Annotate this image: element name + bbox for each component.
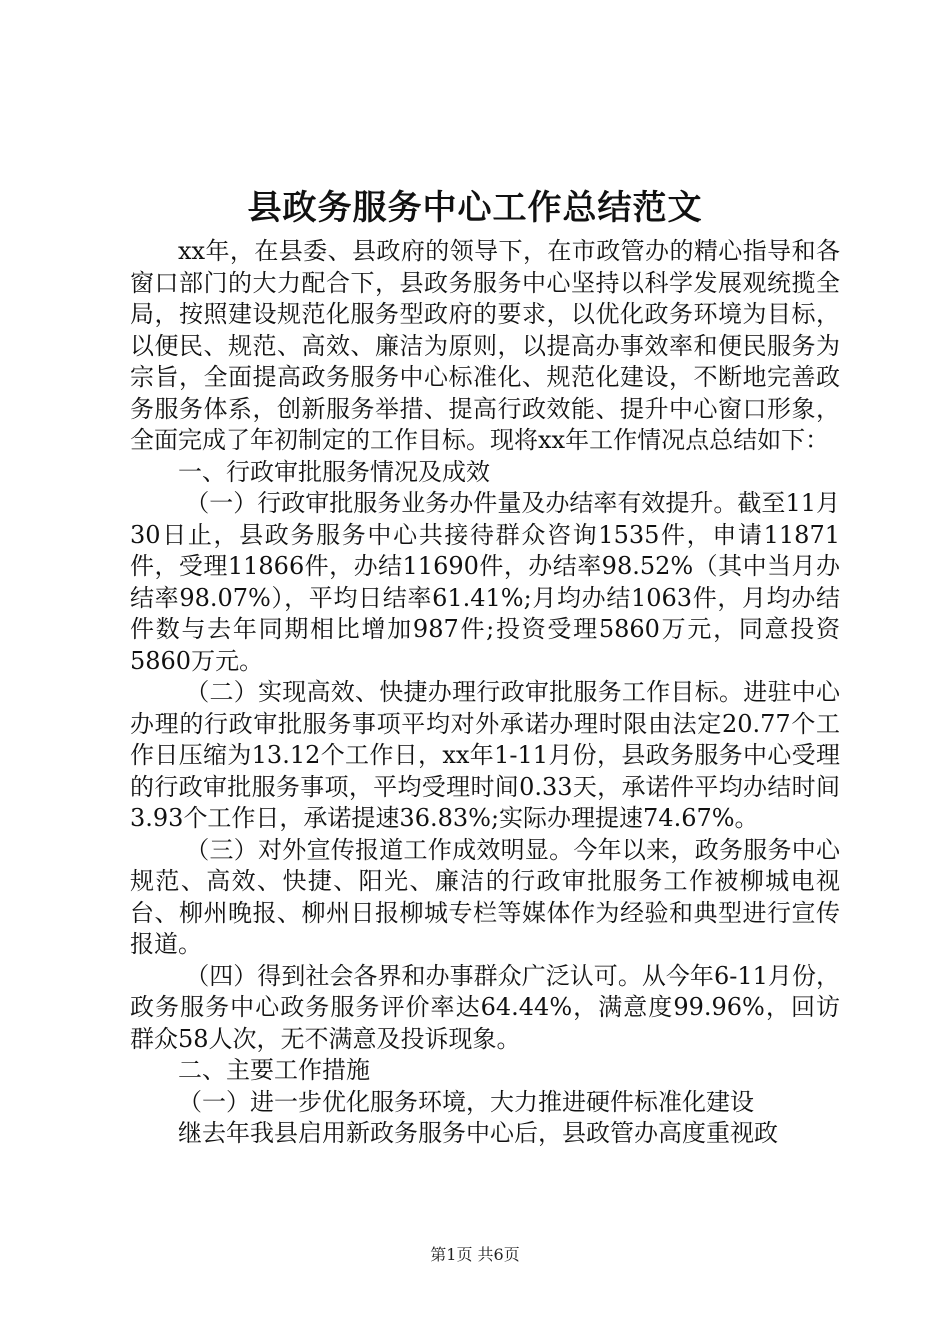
subsection-paragraph-4: （四）得到社会各界和办事群众广泛认可。从今年6-11月份，政务服务中心政务服务评价率达64.44%，满意度99.96%，回访群众58人次，无不满意及投诉现象。 bbox=[130, 961, 840, 1053]
subsection-heading-2-1: （一）进一步优化服务环境，大力推进硬件标准化建设 bbox=[178, 1087, 754, 1116]
intro-paragraph: xx年，在县委、县政府的领导下，在市政管办的精心指导和各窗口部门的大力配合下，县政务服务中心坚持以科学发展观统揽全局，按照建设规范化服务型政府的要求，以优化政务环境为目标，以便民、规范、高效、廉洁为原则，以提高办事效率和便民服务为宗旨，全面提高政务服务中心标准化、规范化建设，不断地完善政务服务体系，创新服务举措、提高行政效能、提升中心窗口形象，全面完成了年初制定的工作目标。现将xx年工作情况点总结如下： bbox=[130, 237, 840, 454]
document-title: 县政务服务中心工作总结范文 bbox=[247, 188, 703, 228]
body-paragraph-continued: 继去年我县启用新政务服务中心后，县政管办高度重视政 bbox=[178, 1119, 778, 1147]
subsection-paragraph-1: （一）行政审批服务业务办件量及办结率有效提升。截至11月30日止，县政务服务中心共接待群众咨询1535件，申请11871件，受理11866件，办结11690件，办结率98.52%（其中当月办结率98.07%），平均日结率61.41%;月均办结1063件，月均办结件数与去年同期相比增加987件;投资受理5860万元，同意投资5860万元。 bbox=[130, 489, 840, 675]
section-heading-2: 二、主要工作措施 bbox=[178, 1056, 370, 1084]
subsection-paragraph-2: （二）实现高效、快捷办理行政审批服务工作目标。进驻中心办理的行政审批服务事项平均对外承诺办理时限由法定20.77个工作日压缩为13.12个工作日，xx年1-11月份，县政务服务中心受理的行政审批服务事项，平均受理时间0.33天，承诺件平均办结时间3.93个工作日，承诺提速36.83%;实际办理提速74.67%。 bbox=[130, 678, 840, 832]
page-footer: 第1页 共6页 bbox=[430, 1245, 520, 1264]
subsection-paragraph-3: （三）对外宣传报道工作成效明显。今年以来，政务服务中心规范、高效、快捷、阳光、廉洁的行政审批服务工作被柳城电视台、柳州晚报、柳州日报柳城专栏等媒体作为经验和典型进行宣传报道。 bbox=[130, 835, 840, 958]
document-body bbox=[130, 236, 840, 1150]
section-heading-1: 一、行政审批服务情况及成效 bbox=[178, 457, 490, 486]
